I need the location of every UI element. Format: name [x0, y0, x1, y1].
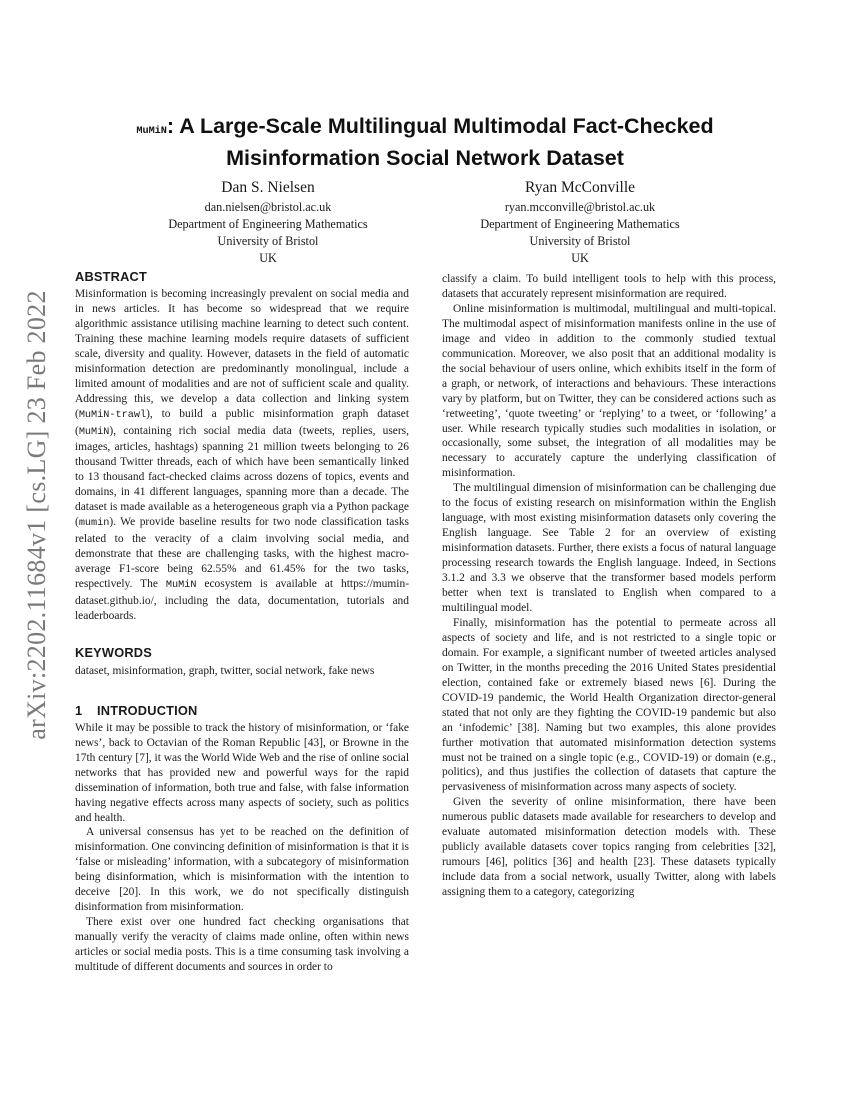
paper-title	[75, 113, 775, 172]
intro-paragraph-4: Online misinformation is multimodal, multilingual and multi-topical. The multimodal aspect of misinformation manifests online in the use of image and video in addition to the commonly studied textual communication. Moreover, we also posit that an additional modality is the social behaviour of users online, which exhibits itself in the form of a graph, or network, of interactions and behaviours. These interactions vary by platform, but on Twitter, they can be considered actions such as ‘retweeting’, ‘quote tweeting’ or ‘replying’ to a tweet, or ‘following’ a user. While research typically studies such modalities in isolation, or occasionally, some subset, the integration of all modalities may be necessary to accurately capture the underlying classification of misinformation.	[442, 302, 776, 480]
author-name: Ryan McConville	[524, 179, 636, 196]
intro-paragraph-2: A universal consensus has yet to be reached on the definition of misinformation. One convincing definition of misinformation is that it is ‘false or misleading’ information, with a subcategory of misinformation being disinformation, which is misinformation with the intention to deceive [20]. In this work, we do not specifically distinguish disinformation from misinformation.	[75, 826, 409, 914]
author-block-1	[108, 178, 428, 267]
intro-paragraph-7: Given the severity of online misinformation, there have been numerous public datasets made available for researchers to develop and evaluate automated misinformation detection models with. These publicly available datasets cover topics ranging from celebrities [32], rumours [46], politics [36] and health [23]. These datasets typically include data from a social network, usually Twitter, along with labels assigning them to a category, categorizing	[442, 796, 776, 899]
section-number: 1	[75, 702, 83, 718]
author-name: Dan S. Nielsen	[221, 179, 315, 196]
keywords-text: dataset, misinformation, graph, twitter, social network, fake news	[75, 664, 375, 677]
author-university: University of Bristol	[529, 234, 631, 248]
abstract-heading: ABSTRACT	[75, 269, 147, 284]
title-line2: Misinformation Social Network Dataset	[226, 146, 624, 170]
keywords-heading: KEYWORDS	[75, 644, 152, 660]
author-country: UK	[259, 251, 277, 265]
author-email: ryan.mcconville@bristol.ac.uk	[504, 200, 656, 214]
left-column	[75, 270, 409, 975]
code-mumin-ecosystem: MuMiN	[165, 580, 197, 592]
introduction-heading	[75, 704, 409, 719]
right-column	[442, 272, 776, 900]
section-title: INTRODUCTION	[97, 702, 198, 718]
title-mono-part: MuMiN	[136, 126, 167, 137]
code-mumin: MuMiN	[78, 426, 110, 438]
arxiv-side-stamp	[17, 290, 57, 740]
author-email: dan.nielsen@bristol.ac.uk	[204, 200, 332, 214]
author-department: Department of Engineering Mathematics	[168, 217, 368, 231]
code-mumin-trawl: MuMiN-trawl	[78, 409, 147, 421]
author-university: University of Bristol	[217, 234, 319, 248]
intro-paragraph-3: There exist over one hundred fact checking organisations that manually verify the veracity of claims made online, often within news articles or social media posts. This is a time consuming task involving a multitude of different documents and sources in order to	[75, 916, 409, 974]
author-country: UK	[571, 251, 589, 265]
intro-paragraph-6: Finally, misinformation has the potential to permeate across all aspects of society and life, and is not restricted to a single topic or domain. For example, a significant number of tweeted articles analysed on Twitter, in the months preceding the 2016 United States presidential election, contained fake or extremely biased news [6]. During the COVID-19 pandemic, the World Health Organization director-general stated that not only are they fighting the COVID-19 pandemic but also an ‘infodemic’ [38]. Naming but two examples, this alone provides further motivation that automated misinformation detection systems must not be trained on a single topic (e.g., COVID-19) or domain (e.g., politics), and thus justifies the collection of datasets that capture the pervasiveness of misinformation across many aspects of society.	[442, 616, 776, 794]
intro-paragraph-5: The multilingual dimension of misinformation can be challenging due to the focus of existing research on misinformation within the English language, with most existing misinformation datasets only covering the English language. See Table 2 for an overview of existing misinformation datasets. Further, there exists a focus of natural language processing research towards the English language. Indeed, in Sections 3.1.2 and 3.3 we observe that the transformer based models perform better when text is translated to English when compared to a multilingual model.	[442, 482, 776, 614]
title-line1: : A Large-Scale Multilingual Multimodal Fact-Checked	[166, 114, 714, 138]
author-department: Department of Engineering Mathematics	[480, 217, 680, 231]
arxiv-id-text: arXiv:2202.11684v1 [cs.LG] 23 Feb 2022	[22, 290, 51, 740]
code-mumin-package: mumin	[78, 518, 110, 530]
author-block-2	[420, 178, 740, 267]
intro-paragraph-1: While it may be possible to track the history of misinformation, or ‘fake news’, back to Octavian of the Roman Republic [43], or Browne in the 17th century [7], it was the World Wide Web and the rise of online social networks that has provided new and powerful ways for the rapid dissemination of information, both true and false, with false information having negative effects across many aspects of society, such as politics and health.	[75, 721, 409, 824]
abstract-text: Misinformation is becoming increasingly prevalent on social media and in news articles. It has become so widespread that we require algorithmic assistance utilising machine learning to detect such content. Training these machine learning models require datasets of sufficient scale, diversity and quality. However, datasets in the field of automatic misinformation detection are predominantly monolingual, include a limited amount of modalities and are not of sufficient scale and quality. Addressing this, we develop a data collection and linking system (MuMiN-trawl), to build a public misinformation graph dataset (MuMiN), containing rich social media data (tweets, replies, users, images, articles, hashtags) spanning 21 million tweets belonging to 26 thousand Twitter threads, each of which have been semantically linked to 13 thousand fact-checked claims across dozens of topics, events and domains, in 41 different languages, spanning more than a decade. The dataset is made available as a heterogeneous graph via a Python package (mumin). We provide baseline results for two node classification tasks related to the veracity of a claim involving social media, and demonstrate that these are challenging tasks, with the highest macro-average F1-score being 62.55% and 61.45% for the two tasks, respectively. The MuMiN ecosystem is available at https://mumin-dataset.github.io/, including the data, documentation, tutorials and leaderboards.	[75, 287, 409, 622]
intro-paragraph-3-continued: classify a claim. To build intelligent tools to help with this process, datasets that accurately represent misinformation are required.	[442, 273, 776, 300]
